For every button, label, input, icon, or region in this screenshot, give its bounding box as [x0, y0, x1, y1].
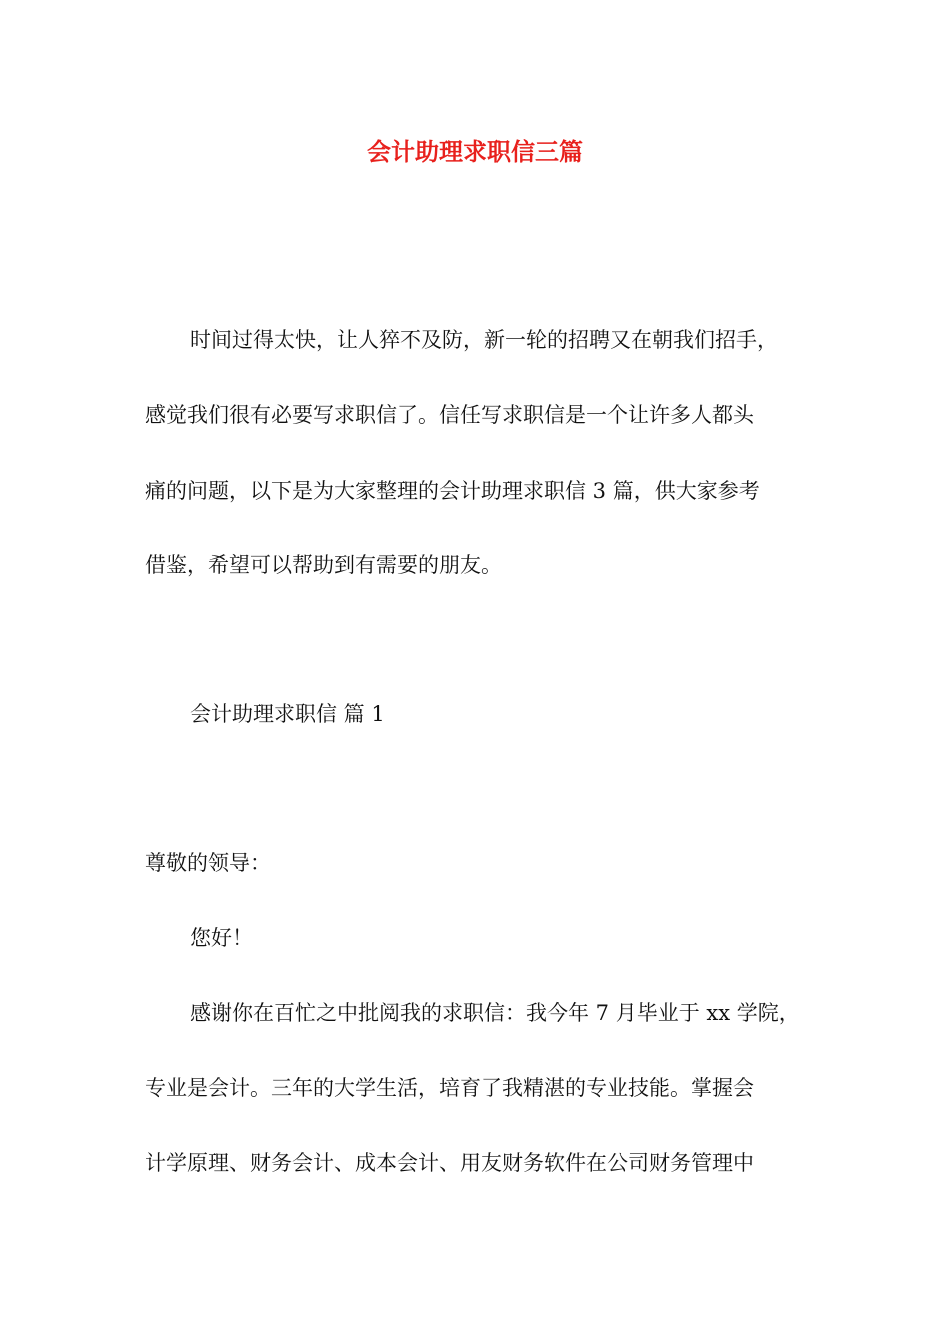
body-line-3: 计学原理、财务会计、成本会计、用友财务软件在公司财务管理中	[145, 1151, 754, 1175]
body-line-2: 专业是会计。三年的大学生活，培育了我精湛的专业技能。掌握会	[145, 1076, 754, 1100]
section-heading: 会计助理求职信 篇 1	[190, 702, 385, 726]
intro-line-1: 时间过得太快，让人猝不及防，新一轮的招聘又在朝我们招手，	[190, 328, 778, 352]
intro-line-4: 借鉴，希望可以帮助到有需要的朋友。	[145, 553, 502, 577]
intro-line-2: 感觉我们很有必要写求职信了。信任写求职信是一个让许多人都头	[145, 403, 754, 427]
salutation: 尊敬的领导：	[145, 851, 271, 875]
body-line-1: 感谢你在百忙之中批阅我的求职信：我今年 7 月毕业于 xx 学院，	[190, 1001, 800, 1025]
intro-line-3: 痛的问题，以下是为大家整理的会计助理求职信 3 篇，供大家参考	[145, 479, 760, 503]
document-title: 会计助理求职信三篇	[367, 137, 583, 166]
greeting: 您好！	[190, 926, 253, 950]
